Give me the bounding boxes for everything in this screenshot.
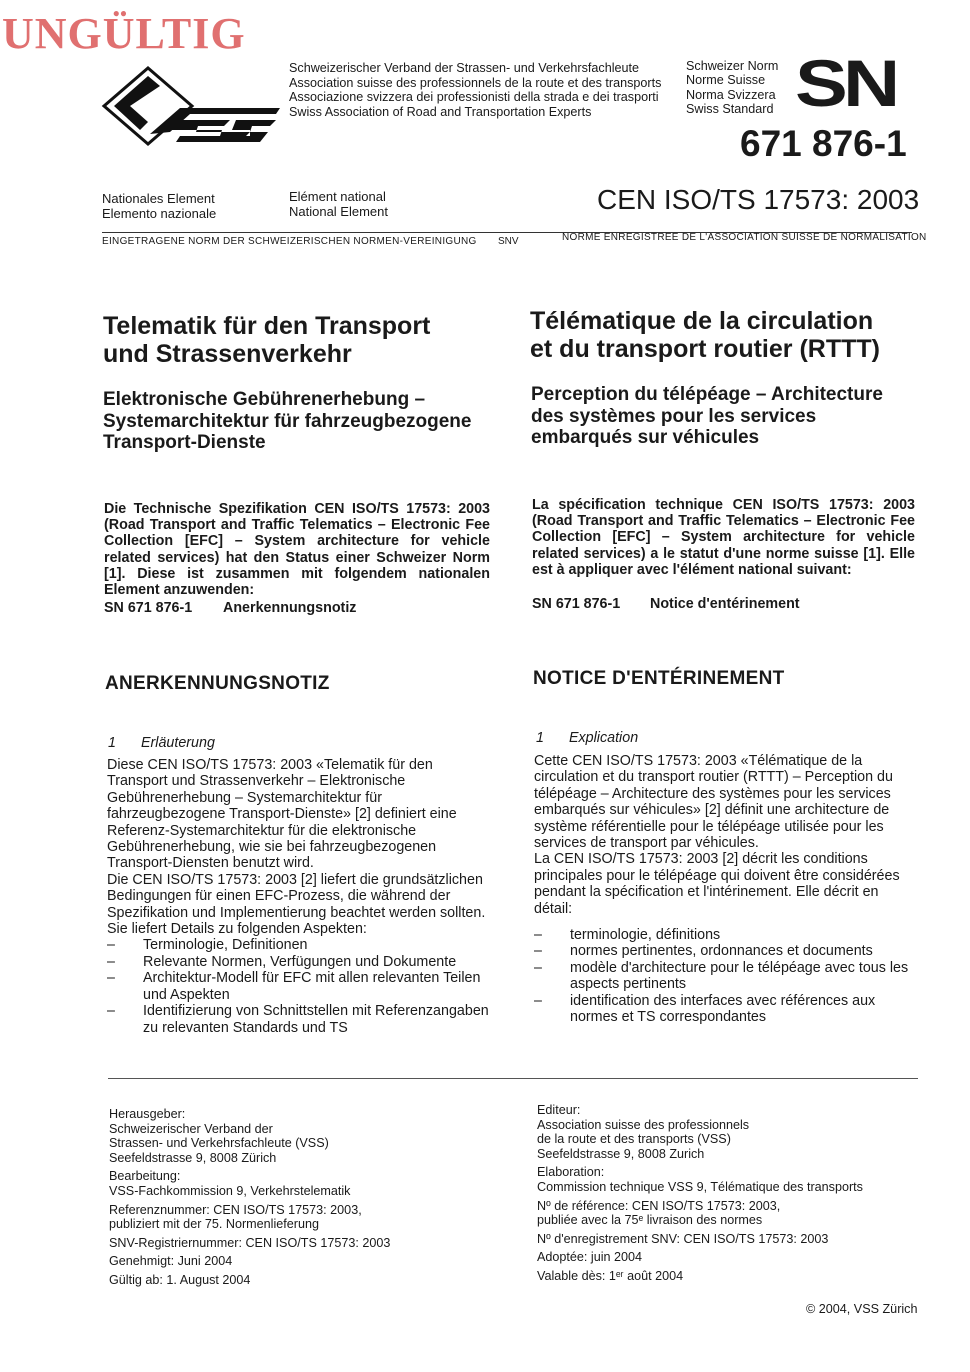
- publisher-line: de la route et des transports (VSS): [537, 1132, 731, 1147]
- subtitle-de-line: Transport-Dienste: [103, 432, 266, 453]
- approved-date: Adoptée: juin 2004: [537, 1250, 643, 1265]
- paragraph: Cette CEN ISO/TS 17573: 2003 «Télématique de la circulation et du transport routier (RTTT) – Perception du télépéage – Architecture des systèmes pour les services embarqués sur véhicules» [2] définit une architecture de système référentielle pour le télépéage utilisée pour les services de transport par véhicules.: [534, 753, 893, 852]
- sec-num-de: 1: [108, 735, 116, 751]
- sec-title-fr: Explication: [569, 730, 639, 746]
- list-item: – normes pertinentes, ordonnances et documents: [534, 943, 917, 959]
- association-it: Associazione svizzera dei professionisti della strada e dei trasporti: [289, 90, 659, 105]
- approved-date: Genehmigt: Juni 2004: [109, 1254, 233, 1269]
- ref-block: [109, 1203, 519, 1232]
- paragraph: Diese CEN ISO/TS 17573: 2003 «Telematik für den Transport und Strassenverkehr – Elektronische Gebührenerhebung – Systemarchitektur für fahrzeugbezogene Transport-Dienste» [2] definiert eine Referenz-Systemarchitektur für die elektronische Gebührenerhebung, wie sie bei fahrzeugbezogenen Transport-Diensten benutzt wird.: [107, 757, 457, 872]
- list-item: – Identifizierung von Schnittstellen mit Referenzangaben zu relevanten Standards und TS: [107, 1003, 493, 1036]
- publisher-label: Herausgeber:: [109, 1107, 186, 1121]
- sn-ref-label-de: Anerkennungsnotiz: [223, 600, 357, 616]
- registered-norm-de: EINGETRAGENE NORM DER SCHWEIZERISCHEN NORMEN-VEREINIGUNG: [102, 236, 477, 247]
- snv-label: SNV: [498, 236, 519, 247]
- association-names: [289, 61, 661, 119]
- national-fr-line: Elément national: [289, 189, 386, 204]
- intro-fr: La spécification technique CEN ISO/TS 17573: 2003 (Road Transport and Traffic Telematics – Electronic Fee Collection [EFC] – System architecture for vehicle related services) a le statut d'une norme suisse [1]. Elle est à appliquer avec l'élément national suivant:: [532, 497, 915, 578]
- footer-fr: [537, 1103, 937, 1288]
- publisher-line: Seefeldstrasse 9, 8008 Zürich: [109, 1150, 277, 1165]
- association-fr: Association suisse des professionnels de la route et des transports: [289, 75, 662, 90]
- list-item: – terminologie, définitions: [534, 927, 917, 943]
- paragraph: La CEN ISO/TS 17573: 2003 [2] décrit les conditions principales pour le télépéage qui doivent être considérées pendant la spécification et l'intérinement. Elle décrit en détail:: [534, 851, 900, 917]
- aspect-list-de: [107, 937, 493, 1035]
- vss-logo: [100, 64, 282, 148]
- national-element-de: [102, 191, 216, 221]
- prep-block: [537, 1165, 937, 1194]
- title-de-line: und Strassenverkehr: [103, 340, 352, 368]
- list-item: – Terminologie, Definitionen: [107, 937, 493, 953]
- prep-value: Commission technique VSS 9, Télématique des transports: [537, 1179, 863, 1194]
- ref-line: publiée avec la 75ᵉ livraison des normes: [537, 1213, 763, 1228]
- list-item: – Relevante Normen, Verfügungen und Dokumente: [107, 954, 493, 970]
- publisher-line: Schweizerischer Verband der: [109, 1121, 273, 1136]
- body-de: [107, 757, 493, 1036]
- sn-ref-de: SN 671 876-1: [104, 600, 193, 616]
- norm-it: Norma Svizzera: [686, 87, 776, 102]
- registered-norm-fr: NORME ENREGISTREE DE L'ASSOCIATION SUISSE DE NORMALISATION: [562, 232, 927, 243]
- title-fr: [530, 307, 880, 363]
- list-item: – identification des interfaces avec références aux normes et TS correspondantes: [534, 993, 917, 1026]
- subtitle-de: [103, 389, 471, 454]
- subtitle-fr-line: des systèmes pour les services: [531, 405, 817, 427]
- ref-line: Referenznummer: CEN ISO/TS 17573: 2003,: [109, 1202, 362, 1217]
- snv-registration: Nº d'enregistrement SNV: CEN ISO/TS 17573: 2003: [537, 1231, 829, 1246]
- national-element-fr: [289, 189, 388, 219]
- prep-label: Elaboration:: [537, 1165, 605, 1180]
- subtitle-de-line: Elektronische Gebührenerhebung –: [103, 389, 426, 410]
- copyright: © 2004, VSS Zürich: [806, 1302, 918, 1316]
- invalid-stamp: UNGÜLTIG: [2, 9, 246, 58]
- list-item: – Architektur-Modell für EFC mit allen relevanten Teilen und Aspekten: [107, 970, 493, 1003]
- snv-registration: SNV-Registriernummer: CEN ISO/TS 17573: 2003: [109, 1235, 391, 1250]
- title-fr-line: Télématique de la circulation: [530, 307, 874, 335]
- subtitle-fr-line: embarqués sur véhicules: [531, 427, 760, 448]
- sec-title-de: Erläuterung: [141, 735, 215, 751]
- ref-block: [537, 1199, 937, 1228]
- valid-date: Valable dès: 1ᵉʳ août 2004: [537, 1268, 684, 1283]
- valid-date: Gültig ab: 1. August 2004: [109, 1272, 251, 1287]
- title-de: [103, 312, 430, 368]
- ref-line: publiziert mit der 75. Normenlieferung: [109, 1217, 319, 1232]
- ref-line: Nº de référence: CEN ISO/TS 17573: 2003,: [537, 1198, 781, 1213]
- sec-num-fr: 1: [536, 730, 544, 746]
- norm-de: Schweizer Norm: [686, 59, 779, 73]
- prep-label: Bearbeitung:: [109, 1169, 181, 1184]
- national-it-line: Elemento nazionale: [102, 206, 217, 221]
- paragraph: Die CEN ISO/TS 17573: 2003 [2] liefert die grundsätzlichen Bedingungen für einen EFC-Prozess, die während der Spezifikation und Implementierung beachtet werden sollten. Sie liefert Details zu folgenden Aspekten:: [107, 871, 486, 938]
- publisher-block: [537, 1103, 937, 1161]
- cen-iso-reference: CEN ISO/TS 17573: 2003: [597, 184, 920, 215]
- norm-languages: [686, 59, 778, 117]
- publisher-line: Seefeldstrasse 9, 8008 Zurich: [537, 1146, 705, 1161]
- sn-logo: SN: [795, 46, 896, 120]
- title-de-line: Telematik für den Transport: [103, 312, 431, 340]
- title-fr-line: et du transport routier (RTTT): [530, 335, 880, 363]
- publisher-line: Strassen- und Verkehrsfachleute (VSS): [109, 1136, 329, 1151]
- footer-de: [109, 1107, 519, 1292]
- subtitle-de-line: Systemarchitektur für fahrzeugbezogene: [103, 410, 472, 432]
- footer-rule: [108, 1078, 918, 1079]
- list-item: – modèle d'architecture pour le télépéage avec tous les aspects pertinents: [534, 960, 917, 993]
- section-heading-fr: NOTICE D'ENTÉRINEMENT: [533, 668, 785, 689]
- body-fr: [534, 753, 917, 1026]
- national-en-line: National Element: [289, 204, 388, 219]
- subtitle-fr-line: Perception du télépéage – Architecture: [531, 384, 883, 405]
- norm-en: Swiss Standard: [686, 102, 774, 117]
- association-de: Schweizerischer Verband der Strassen- und Verkehrsfachleute: [289, 61, 640, 75]
- intro-de: Die Technische Spezifikation CEN ISO/TS 17573: 2003 (Road Transport and Traffic Telematics – Electronic Fee Collection [EFC] – System architecture for vehicle related services) hat den Status einer Schweizer Norm [1]. Diese ist zusammen mit folgendem nationalen Element anzuwenden:: [104, 501, 490, 599]
- prep-value: VSS-Fachkommission 9, Verkehrstelematik: [109, 1183, 351, 1198]
- aspect-list-fr: [534, 927, 917, 1025]
- publisher-block: [109, 1107, 519, 1165]
- publisher-line: Association suisse des professionnels: [537, 1117, 750, 1132]
- publisher-label: Editeur:: [537, 1103, 581, 1117]
- norm-fr: Norme Suisse: [686, 73, 766, 88]
- national-de-line: Nationales Element: [102, 191, 215, 206]
- sn-number: 671 876-1: [740, 123, 907, 164]
- prep-block: [109, 1169, 519, 1198]
- section-heading-de: ANERKENNUNGSNOTIZ: [105, 673, 330, 694]
- sn-ref-fr: SN 671 876-1: [532, 596, 621, 612]
- sn-ref-label-fr: Notice d'entérinement: [650, 596, 800, 612]
- subtitle-fr: [531, 384, 883, 449]
- association-en: Swiss Association of Road and Transportation Experts: [289, 104, 592, 119]
